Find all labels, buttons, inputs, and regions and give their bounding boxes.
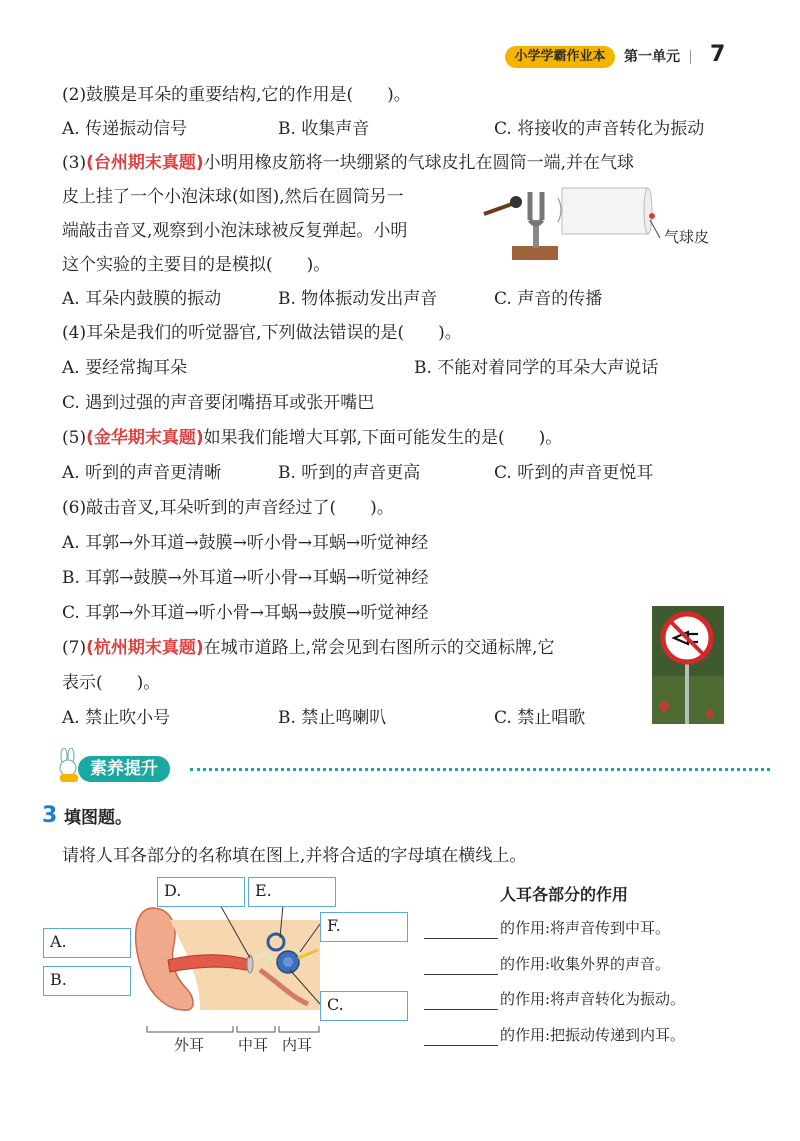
no-horn-sign-photo — [652, 606, 724, 724]
photo-flower — [659, 701, 669, 711]
answer-blank-4[interactable] — [424, 1028, 498, 1046]
answer-blank-3[interactable] — [424, 992, 498, 1010]
mallet-head — [510, 196, 522, 208]
ear-diagram — [130, 900, 330, 1020]
q3-option-c: C. 声音的传播 — [494, 289, 603, 309]
q7-source-tag: (杭州期末真题) — [86, 638, 204, 658]
q5-option-c: C. 听到的声音更悦耳 — [494, 463, 654, 483]
q6-stem: (6)敲击音叉,耳朵听到的声音经过了( )。 — [62, 498, 394, 518]
section-banner — [50, 748, 730, 784]
label-box-d[interactable]: D. — [157, 877, 245, 907]
q2-option-c: C. 将接收的声音转化为振动 — [494, 119, 705, 139]
balloon-skin-label: 气球皮 — [664, 228, 710, 246]
function-text-3: 的作用:将声音转化为振动。 — [500, 990, 686, 1008]
q7-stem — [62, 636, 554, 660]
functions-title: 人耳各部分的作用 — [500, 885, 629, 904]
q5-text: 如果我们能增大耳郭,下面可能发生的是( )。 — [203, 428, 563, 448]
q6-option-a: A. 耳郭→外耳道→鼓膜→听小骨→耳蜗→听觉神经 — [62, 533, 429, 553]
q7-text: 在城市道路上,常会见到右图所示的交通标牌,它 — [203, 638, 555, 658]
q5-source-tag: (金华期末真题) — [86, 428, 204, 448]
tuning-fork — [530, 192, 542, 224]
outer-ear-bracket — [147, 1026, 233, 1032]
q4-option-b: B. 不能对着同学的耳朵大声说话 — [414, 358, 659, 378]
dotted-divider — [190, 768, 770, 771]
q5-option-a: A. 听到的声音更清晰 — [62, 463, 222, 483]
label-box-e[interactable]: E. — [248, 877, 336, 907]
book-title-badge: 小学学霸作业本 — [505, 46, 615, 68]
function-row-1 — [424, 917, 670, 939]
label-box-b[interactable]: B. — [43, 966, 131, 996]
cochlea-inner — [283, 957, 293, 967]
fill-question-title: 填图题。 — [64, 808, 132, 828]
q2-option-b: B. 收集声音 — [278, 119, 370, 139]
q2-option-a: A. 传递振动信号 — [62, 119, 188, 139]
q3-line-3: 端敲击音叉,观察到小泡沫球被反复弹起。小明 — [62, 221, 408, 241]
q4-stem: (4)耳朵是我们的听觉器官,下列做法错误的是( )。 — [62, 323, 462, 343]
q7-option-a: A. 禁止吹小号 — [62, 708, 171, 728]
tube — [562, 188, 648, 234]
fork-base — [512, 246, 558, 260]
q7-option-c: C. 禁止唱歌 — [494, 708, 586, 728]
balloon-skin — [644, 188, 652, 234]
function-row-3 — [424, 988, 685, 1010]
function-row-4 — [424, 1024, 685, 1046]
function-row-2 — [424, 953, 670, 975]
q7-number: (7) — [62, 638, 87, 658]
label-pointer — [650, 220, 660, 238]
answer-blank-2[interactable] — [424, 957, 498, 975]
foam-ball — [649, 213, 655, 219]
q4-option-a: A. 要经常掏耳朵 — [62, 358, 188, 378]
label-box-c[interactable]: C. — [320, 991, 408, 1021]
q4-option-c: C. 遇到过强的声音要闭嘴捂耳或张开嘴巴 — [62, 393, 375, 413]
mallet-handle — [484, 204, 512, 214]
section-title: 素养提升 — [78, 756, 170, 782]
label-box-a[interactable]: A. — [43, 928, 131, 958]
fill-question-number: 3 — [42, 803, 58, 828]
tuning-fork-figure — [478, 180, 748, 270]
inner-ear-bracket — [279, 1026, 319, 1032]
q6-option-b: B. 耳郭→鼓膜→外耳道→听小骨→耳蜗→听觉神经 — [62, 568, 429, 588]
q6-option-c: C. 耳郭→外耳道→听小骨→耳蜗→鼓膜→听觉神经 — [62, 603, 429, 623]
function-text-2: 的作用:收集外界的声音。 — [500, 955, 671, 973]
photo-flower — [706, 710, 714, 718]
function-text-1: 的作用:将声音传到中耳。 — [500, 919, 671, 937]
region-middle-ear: 中耳 — [238, 1036, 269, 1054]
unit-label: 第一单元 — [624, 49, 680, 65]
fill-instruction: 请将人耳各部分的名称填在图上,并将合适的字母填在横线上。 — [62, 846, 527, 866]
q3-option-a: A. 耳朵内鼓膜的振动 — [62, 289, 222, 309]
q3-line-1 — [62, 151, 634, 175]
sign-pole — [685, 656, 689, 724]
q3-line-2: 皮上挂了一个小泡沫球(如图),然后在圆筒另一 — [62, 187, 404, 207]
q2-stem: (2)鼓膜是耳朵的重要结构,它的作用是( )。 — [62, 85, 411, 105]
page-number: 7 — [710, 42, 726, 67]
header-divider — [690, 50, 691, 64]
region-inner-ear: 内耳 — [282, 1036, 313, 1054]
q3-text-1: 小明用橡皮筋将一块绷紧的气球皮扎在圆筒一端,并在气球 — [203, 153, 635, 173]
q5-option-b: B. 听到的声音更高 — [278, 463, 421, 483]
answer-blank-1[interactable] — [424, 921, 498, 939]
region-outer-ear: 外耳 — [174, 1036, 205, 1054]
label-box-f[interactable]: F. — [320, 912, 408, 942]
q3-line-4: 这个实验的主要目的是模拟( )。 — [62, 255, 331, 275]
q3-source-tag: (台州期末真题) — [86, 153, 204, 173]
q7-option-b: B. 禁止鸣喇叭 — [278, 708, 387, 728]
middle-ear-bracket — [237, 1026, 275, 1032]
q5-stem — [62, 426, 562, 450]
function-text-4: 的作用:把振动传递到内耳。 — [500, 1026, 686, 1044]
q5-number: (5) — [62, 428, 87, 448]
q3-option-b: B. 物体振动发出声音 — [278, 289, 438, 309]
q7-stem-line-2: 表示( )。 — [62, 673, 161, 693]
q3-number: (3) — [62, 153, 87, 173]
